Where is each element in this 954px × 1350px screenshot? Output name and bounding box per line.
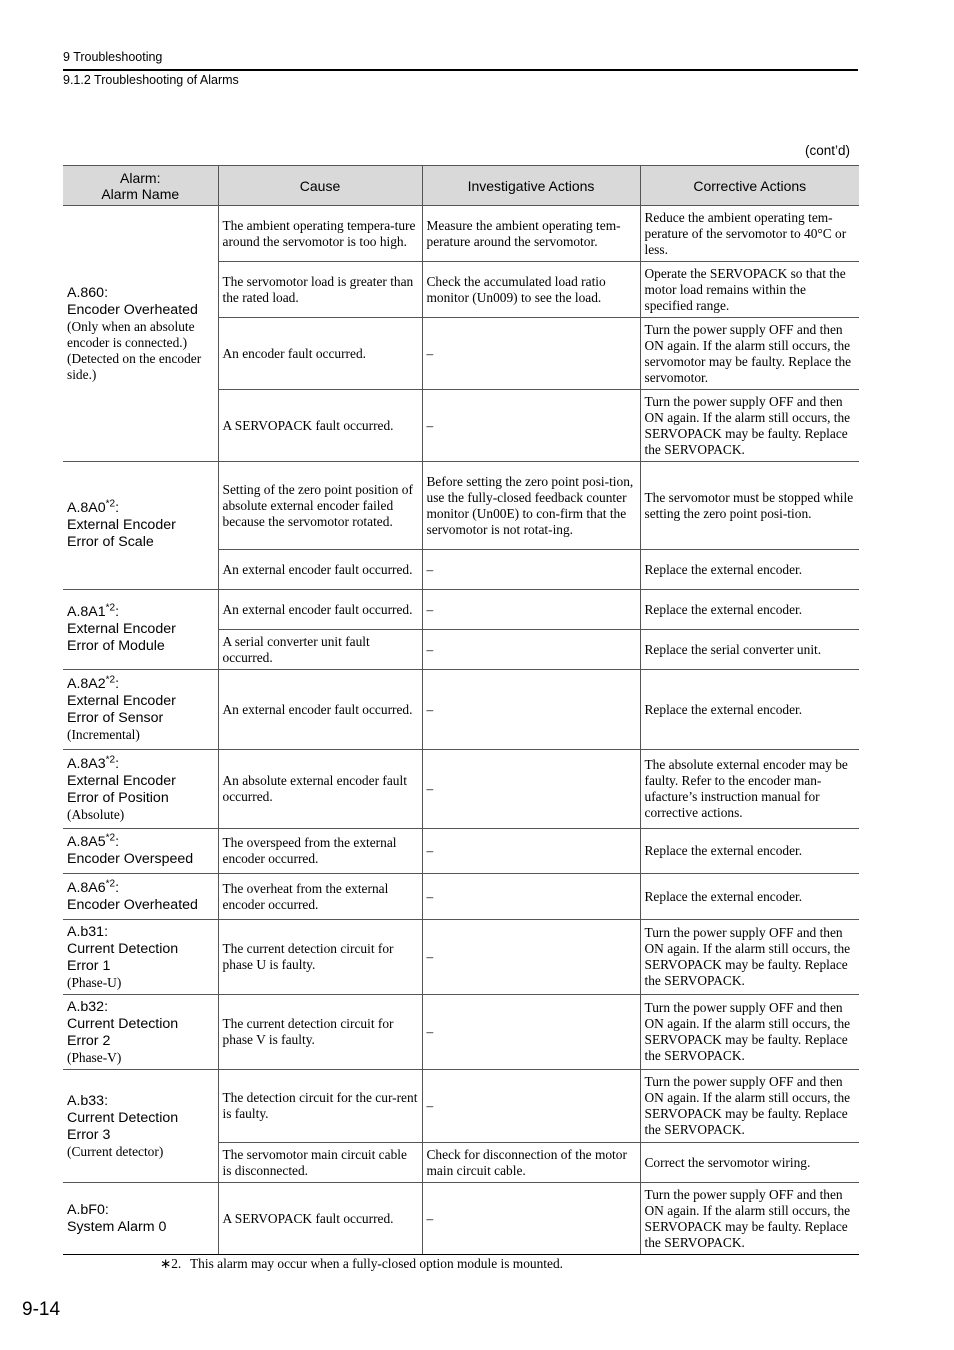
corrective-cell: Turn the power supply OFF and then ON again. If the alarm still occurs, the SERVOPACK may be faulty. Replace the SERVOPACK. bbox=[640, 1183, 859, 1255]
alarm-code: A.8A3$^{*2}$: bbox=[67, 753, 120, 772]
table-row bbox=[63, 670, 859, 750]
alarm-code-text: A.8A5 bbox=[67, 834, 106, 850]
cause-cell: The detection circuit for the cur-rent is faulty. bbox=[218, 1070, 422, 1143]
alarm-cell bbox=[63, 750, 218, 829]
cause-cell: An absolute external encoder fault occurred. bbox=[218, 750, 422, 829]
investigative-cell: – bbox=[422, 630, 640, 670]
footnote-text: This alarm may occur when a fully-closed option module is mounted. bbox=[190, 1256, 563, 1271]
investigative-cell: – bbox=[422, 920, 640, 995]
alarm-name: Error 2 bbox=[67, 1032, 111, 1049]
investigative-cell: – bbox=[422, 318, 640, 390]
alarm-code-text: A.8A2 bbox=[67, 676, 106, 692]
alarm-name: Error of Sensor bbox=[67, 710, 164, 726]
table-row bbox=[63, 1183, 859, 1255]
alarm-name: Encoder Overheated bbox=[67, 301, 198, 318]
alarm-name: Current Detection bbox=[67, 940, 179, 957]
alarm-cell bbox=[63, 206, 218, 462]
header-alarm-line2: Alarm Name bbox=[101, 185, 180, 202]
table-row bbox=[63, 920, 859, 995]
continued-label: (cont’d) bbox=[804, 143, 850, 158]
table-body bbox=[63, 206, 859, 1255]
table-row bbox=[63, 206, 859, 262]
alarm-cell bbox=[63, 874, 218, 920]
alarm-code-text: A.8A0 bbox=[67, 500, 106, 516]
alarm-name: External Encoder bbox=[67, 693, 176, 709]
footnote-ref: *2 bbox=[105, 877, 116, 889]
header-corrective: Corrective Actions bbox=[640, 166, 859, 206]
chapter-header: 9 Troubleshooting bbox=[63, 50, 163, 64]
table-row bbox=[63, 462, 859, 550]
corrective-cell: The absolute external encoder may be faulty. Refer to the encoder man-ufacture’s instruction manual for corrective actions. bbox=[640, 750, 859, 829]
alarm-cell bbox=[63, 1070, 218, 1183]
alarm-code bbox=[67, 1202, 214, 1219]
corrective-cell: Turn the power supply OFF and then ON again. If the alarm still occurs, the SERVOPACK may be faulty. Replace the SERVOPACK. bbox=[640, 920, 859, 995]
corrective-cell: Replace the external encoder. bbox=[640, 829, 859, 874]
cause-cell: The overheat from the external encoder occurred. bbox=[218, 874, 422, 920]
footnote-ref: *2 bbox=[105, 498, 116, 510]
cause-cell: Setting of the zero point position of absolute external encoder failed because the servomotor rotated. bbox=[218, 462, 422, 550]
cause-cell: The current detection circuit for phase U is faulty. bbox=[218, 920, 422, 995]
investigative-cell: – bbox=[422, 829, 640, 874]
cause-cell: An external encoder fault occurred. bbox=[218, 670, 422, 750]
alarm-name: External Encoder bbox=[67, 621, 176, 637]
table-row bbox=[63, 590, 859, 630]
corrective-cell: The servomotor must be stopped while setting the zero point posi-tion. bbox=[640, 462, 859, 550]
cause-cell: A serial converter unit fault occurred. bbox=[218, 630, 422, 670]
table-row bbox=[63, 1070, 859, 1143]
footnote bbox=[160, 1256, 563, 1272]
table-header-row bbox=[63, 166, 859, 206]
table-row bbox=[63, 995, 859, 1070]
alarm-code: A.8A6$^{*2}$: bbox=[67, 877, 120, 896]
footnote-ref: *2 bbox=[105, 602, 116, 614]
cause-cell: The current detection circuit for phase V is faulty. bbox=[218, 995, 422, 1070]
alarm-note: (Current detector) bbox=[67, 1143, 164, 1159]
alarm-name: Error of Scale bbox=[67, 534, 154, 550]
alarm-name: Error 3 bbox=[67, 1126, 111, 1143]
cause-cell: An encoder fault occurred. bbox=[218, 318, 422, 390]
section-header: 9.1.2 Troubleshooting of Alarms bbox=[63, 73, 239, 87]
alarm-name: External Encoder bbox=[67, 517, 176, 533]
investigative-cell: – bbox=[422, 590, 640, 630]
alarm-code-text: A.bF0: bbox=[67, 1201, 109, 1218]
header-rule bbox=[63, 69, 858, 71]
alarm-code bbox=[67, 285, 214, 302]
cause-cell: A SERVOPACK fault occurred. bbox=[218, 390, 422, 462]
page-number: 9-14 bbox=[22, 1299, 61, 1320]
alarm-name: System Alarm 0 bbox=[67, 1218, 167, 1235]
table-row bbox=[63, 829, 859, 874]
alarm-code-text: A.b31: bbox=[67, 923, 109, 940]
investigative-cell: Check for disconnection of the motor main circuit cable. bbox=[422, 1143, 640, 1183]
alarm-name: Current Detection bbox=[67, 1015, 179, 1032]
alarm-code: A.8A2$^{*2}$: bbox=[67, 674, 120, 692]
corrective-cell: Replace the serial converter unit. bbox=[640, 630, 859, 670]
alarm-note: (Detected on the encoder side.) bbox=[67, 350, 202, 382]
alarm-code: A.8A0$^{*2}$: bbox=[67, 498, 120, 516]
corrective-cell: Correct the servomotor wiring. bbox=[640, 1143, 859, 1183]
corrective-cell: Replace the external encoder. bbox=[640, 874, 859, 920]
alarm-name: Error 1 bbox=[67, 957, 111, 974]
investigative-cell: – bbox=[422, 670, 640, 750]
header-cause: Cause bbox=[218, 166, 422, 206]
alarm-cell bbox=[63, 995, 218, 1070]
corrective-cell: Turn the power supply OFF and then ON again. If the alarm still occurs, the SERVOPACK may be faulty. Replace the SERVOPACK. bbox=[640, 390, 859, 462]
alarm-code-text: A.8A1 bbox=[67, 604, 106, 620]
alarm-note: (Incremental) bbox=[67, 727, 140, 742]
cause-cell: An external encoder fault occurred. bbox=[218, 590, 422, 630]
alarm-code-text: A.b33: bbox=[67, 1092, 109, 1109]
investigative-cell: – bbox=[422, 874, 640, 920]
corrective-cell: Replace the external encoder. bbox=[640, 550, 859, 590]
cause-cell: The ambient operating tempera-ture around the servomotor is too high. bbox=[218, 206, 422, 262]
alarm-cell bbox=[63, 590, 218, 670]
corrective-cell: Replace the external encoder. bbox=[640, 670, 859, 750]
alarm-table bbox=[63, 165, 859, 1255]
investigative-cell: – bbox=[422, 1183, 640, 1255]
alarm-code bbox=[67, 1093, 214, 1110]
alarm-cell bbox=[63, 829, 218, 874]
investigative-cell: Check the accumulated load ratio monitor (Un009) to see the load. bbox=[422, 262, 640, 318]
alarm-cell bbox=[63, 1183, 218, 1255]
alarm-name: Encoder Overheated bbox=[67, 896, 198, 913]
alarm-code bbox=[67, 924, 214, 941]
investigative-cell: – bbox=[422, 995, 640, 1070]
cause-cell: A SERVOPACK fault occurred. bbox=[218, 1183, 422, 1255]
alarm-note: (Phase-U) bbox=[67, 974, 122, 990]
footnote-ref: *2 bbox=[105, 674, 116, 686]
header-alarm bbox=[63, 166, 218, 206]
table-row bbox=[63, 874, 859, 920]
alarm-note: (Phase-V) bbox=[67, 1049, 122, 1065]
alarm-note: (Only when an absolute encoder is connected.) bbox=[67, 318, 195, 350]
header-investigative: Investigative Actions bbox=[422, 166, 640, 206]
alarm-note: (Absolute) bbox=[67, 806, 125, 822]
alarm-name: Error of Module bbox=[67, 638, 165, 654]
footnote-ref: *2 bbox=[105, 832, 116, 844]
corrective-cell: Replace the external encoder. bbox=[640, 590, 859, 630]
alarm-code-text: A.8A6 bbox=[67, 879, 106, 896]
cause-cell: The servomotor load is greater than the rated load. bbox=[218, 262, 422, 318]
alarm-name: Encoder Overspeed bbox=[67, 851, 194, 867]
alarm-name: Current Detection bbox=[67, 1109, 179, 1126]
alarm-code bbox=[67, 999, 214, 1016]
investigative-cell: – bbox=[422, 550, 640, 590]
investigative-cell: – bbox=[422, 390, 640, 462]
cause-cell: The servomotor main circuit cable is disconnected. bbox=[218, 1143, 422, 1183]
corrective-cell: Operate the SERVOPACK so that the motor load remains within the specified range. bbox=[640, 262, 859, 318]
corrective-cell: Turn the power supply OFF and then ON again. If the alarm still occurs, the SERVOPACK may be faulty. Replace the SERVOPACK. bbox=[640, 1070, 859, 1143]
alarm-code: A.8A5$^{*2}$: bbox=[67, 832, 120, 850]
alarm-code-text: A.b32: bbox=[67, 998, 109, 1015]
investigative-cell: Measure the ambient operating tem-perature around the servomotor. bbox=[422, 206, 640, 262]
table-row bbox=[63, 750, 859, 829]
alarm-cell bbox=[63, 670, 218, 750]
corrective-cell: Reduce the ambient operating tem-perature of the servomotor to 40°C or less. bbox=[640, 206, 859, 262]
cause-cell: The overspeed from the external encoder occurred. bbox=[218, 829, 422, 874]
header-alarm-line1: Alarm: bbox=[120, 169, 161, 186]
alarm-name: External Encoder bbox=[67, 772, 176, 789]
corrective-cell: Turn the power supply OFF and then ON again. If the alarm still occurs, the SERVOPACK may be faulty. Replace the SERVOPACK. bbox=[640, 995, 859, 1070]
investigative-cell: – bbox=[422, 750, 640, 829]
footnote-ref: *2 bbox=[105, 753, 116, 765]
alarm-code: A.8A1$^{*2}$: bbox=[67, 602, 120, 620]
alarm-code-text: A.8A3 bbox=[67, 755, 106, 772]
alarm-cell bbox=[63, 920, 218, 995]
investigative-cell: Before setting the zero point posi-tion, use the fully-closed feedback counter monitor (Un00E) to con-firm that the servomotor is not rotat-ing. bbox=[422, 462, 640, 550]
alarm-cell bbox=[63, 462, 218, 590]
alarm-name: Error of Position bbox=[67, 789, 169, 806]
footnote-mark: ∗2. bbox=[160, 1256, 182, 1271]
cause-cell: An external encoder fault occurred. bbox=[218, 550, 422, 590]
alarm-code-text: A.860: bbox=[67, 284, 109, 301]
investigative-cell: – bbox=[422, 1070, 640, 1143]
corrective-cell: Turn the power supply OFF and then ON again. If the alarm still occurs, the servomotor may be faulty. Replace the servomotor. bbox=[640, 318, 859, 390]
